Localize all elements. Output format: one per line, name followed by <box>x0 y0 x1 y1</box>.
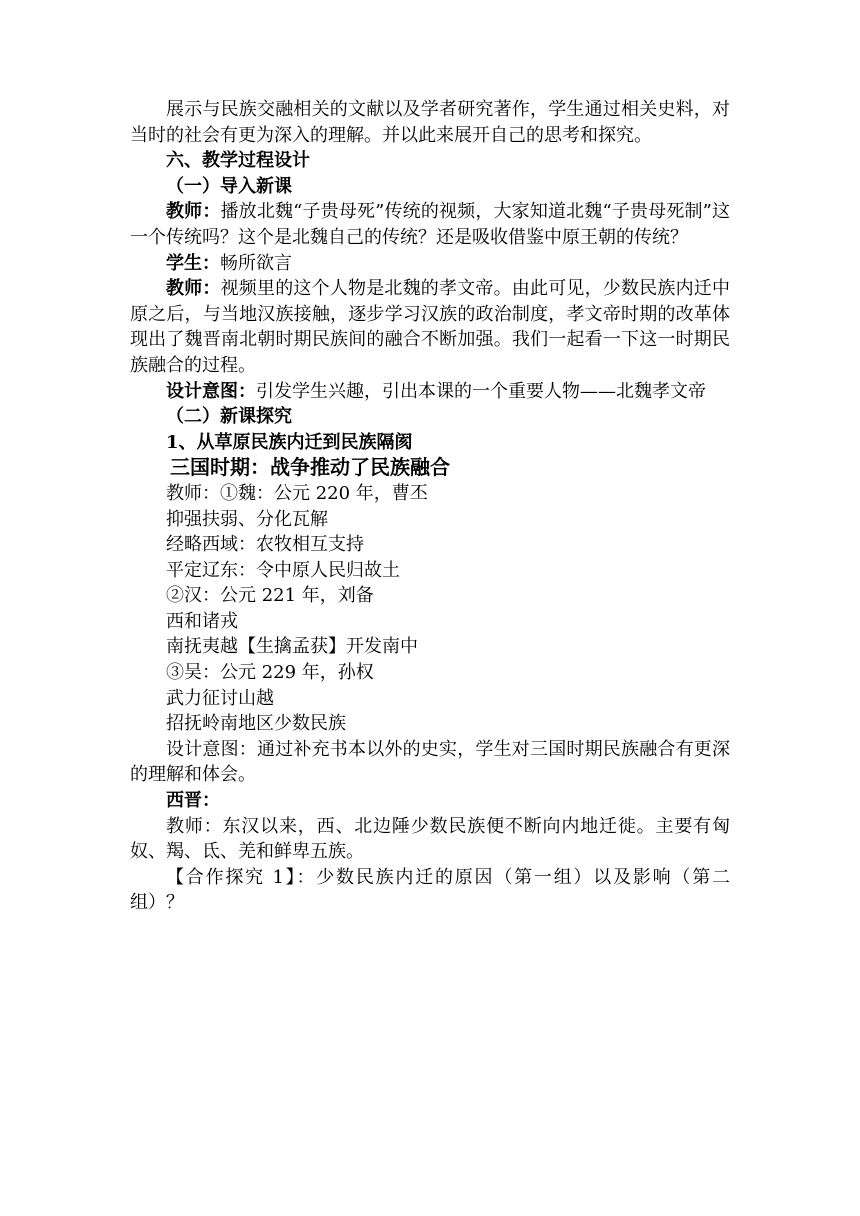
section-heading: 六、教学过程设计 <box>166 150 310 172</box>
list-line: 招抚岭南地区少数民族 <box>166 713 346 735</box>
teacher-text-2: 视频里的这个人物是北魏的孝文帝。由此可见，少数民族内迁中原之后，与当地汉族接触，逐步学习汉族的政治制度，孝文帝时期的改革体现出了魏晋南北朝时期民族间的融合不断加强。我们一起看一下这一时期民族融合的过程。 <box>130 278 731 376</box>
design-paragraph-1 <box>130 379 730 405</box>
intro-paragraph: 展示与民族交融相关的文献以及学者研究著作，学生通过相关史料，对当时的社会有更为深入的理解。并以此来展开自己的思考和探究。 <box>130 99 730 146</box>
student-text: 畅所欲言 <box>220 252 292 274</box>
design-paragraph-2: 设计意图：通过补充书本以外的史实，学生对三国时期民族融合有更深的理解和体会。 <box>130 738 730 786</box>
student-paragraph <box>130 251 730 277</box>
document-page <box>130 97 730 916</box>
list-line: 武力征讨山越 <box>166 687 274 709</box>
teacher-paragraph-3: 教师：东汉以来，西、北边陲少数民族便不断向内地迁徙。主要有匈奴、羯、氐、羌和鲜卑五族。 <box>130 815 730 863</box>
subsection-heading: 1、从草原民族内迁到民族隔阂 <box>166 431 413 453</box>
teacher-paragraph-2 <box>130 276 730 378</box>
part1-heading: （一）导入新课 <box>166 175 292 197</box>
west-jin-heading: 西晋： <box>166 790 220 812</box>
list-line: 南抚夷越【生擒孟获】开发南中 <box>166 636 418 658</box>
list-line: 经略西域：农牧相互支持 <box>166 534 364 556</box>
list-line: 教师：①魏：公元 220 年，曹丕 <box>166 482 428 504</box>
cooperative-inquiry: 【合作探究 1】：少数民族内迁的原因（第一组）以及影响（第二组）？ <box>130 866 730 914</box>
list-line: 平定辽东：令中原人民归故土 <box>166 559 400 581</box>
list-line: ②汉：公元 221 年，刘备 <box>166 585 374 607</box>
design-text-1: 引发学生兴趣，引出本课的一个重要人物——北魏孝文帝 <box>256 380 706 402</box>
teacher-text-1: 播放北魏“子贵母死”传统的视频，大家知道北魏“子贵母死制”这一个传统吗？这个是北魏自己的传统？还是吸收借鉴中原王朝的传统？ <box>130 201 731 248</box>
student-label: 学生： <box>166 252 220 274</box>
three-kingdoms-heading: 三国时期：战争推动了民族融合 <box>170 455 450 480</box>
part2-heading: （二）新课探究 <box>166 406 292 428</box>
teacher-paragraph-1 <box>130 199 730 250</box>
list-line: ③吴：公元 229 年，孙权 <box>166 662 374 684</box>
teacher-label: 教师： <box>166 201 221 223</box>
list-line: 抑强扶弱、分化瓦解 <box>166 508 328 530</box>
list-line: 西和诸戎 <box>166 610 238 632</box>
design-label: 设计意图： <box>166 380 256 402</box>
teacher-label-2: 教师： <box>166 278 221 300</box>
